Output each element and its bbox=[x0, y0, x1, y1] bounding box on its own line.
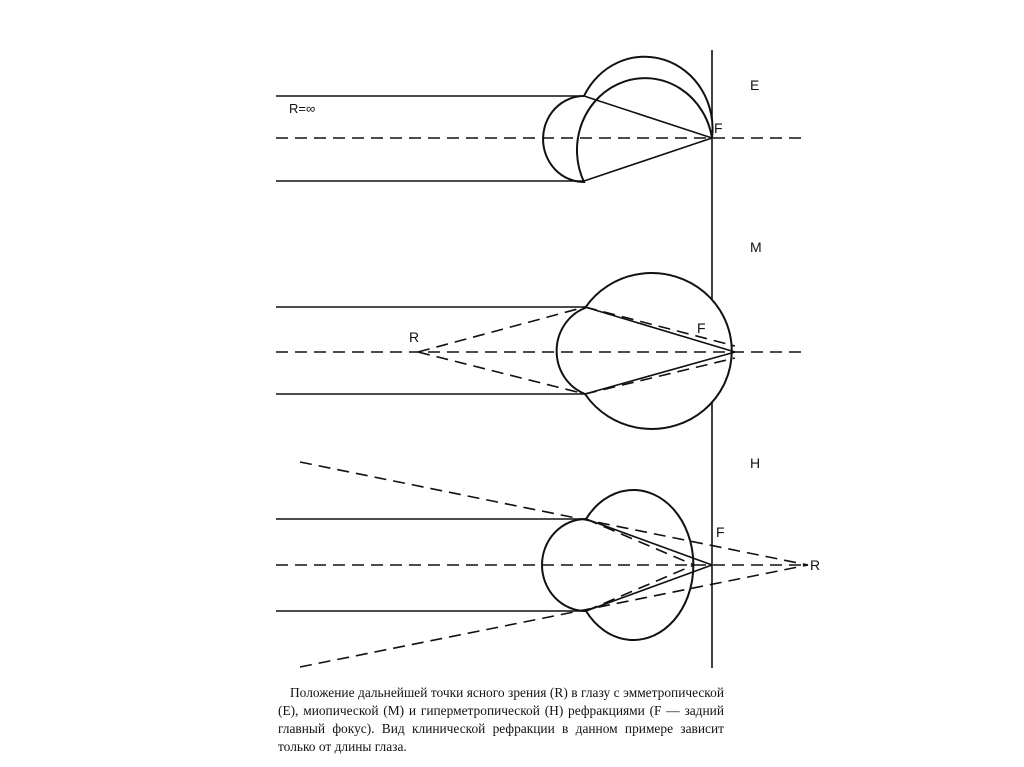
refracted-top-e bbox=[584, 96, 712, 138]
panel-emmetropia bbox=[276, 57, 808, 182]
panel-myopia bbox=[276, 239, 808, 429]
label-f-m: F bbox=[697, 320, 706, 336]
label-f-e: F bbox=[714, 120, 723, 136]
eye-e bbox=[543, 57, 713, 182]
label-f-h: F bbox=[716, 524, 725, 540]
label-h: H bbox=[750, 455, 761, 471]
figure-caption: Положение дальнейшей точки ясного зрения (R) в глазу с эмметропической (E), миопической (M) и гиперметропической (H) рефракциями (F — задний главный фокус). Вид клинической рефракции в данном примере зависит только от длины глаза. bbox=[278, 685, 724, 754]
label-r-m: R bbox=[409, 329, 420, 345]
label-e: E bbox=[750, 77, 760, 93]
refracted-bottom-e bbox=[584, 138, 712, 181]
eye-m bbox=[557, 273, 732, 429]
label-r-infinity: R=∞ bbox=[289, 101, 316, 116]
label-r-h: R bbox=[810, 557, 821, 573]
panel-hyperopia bbox=[276, 455, 820, 667]
label-m: M bbox=[750, 239, 762, 255]
